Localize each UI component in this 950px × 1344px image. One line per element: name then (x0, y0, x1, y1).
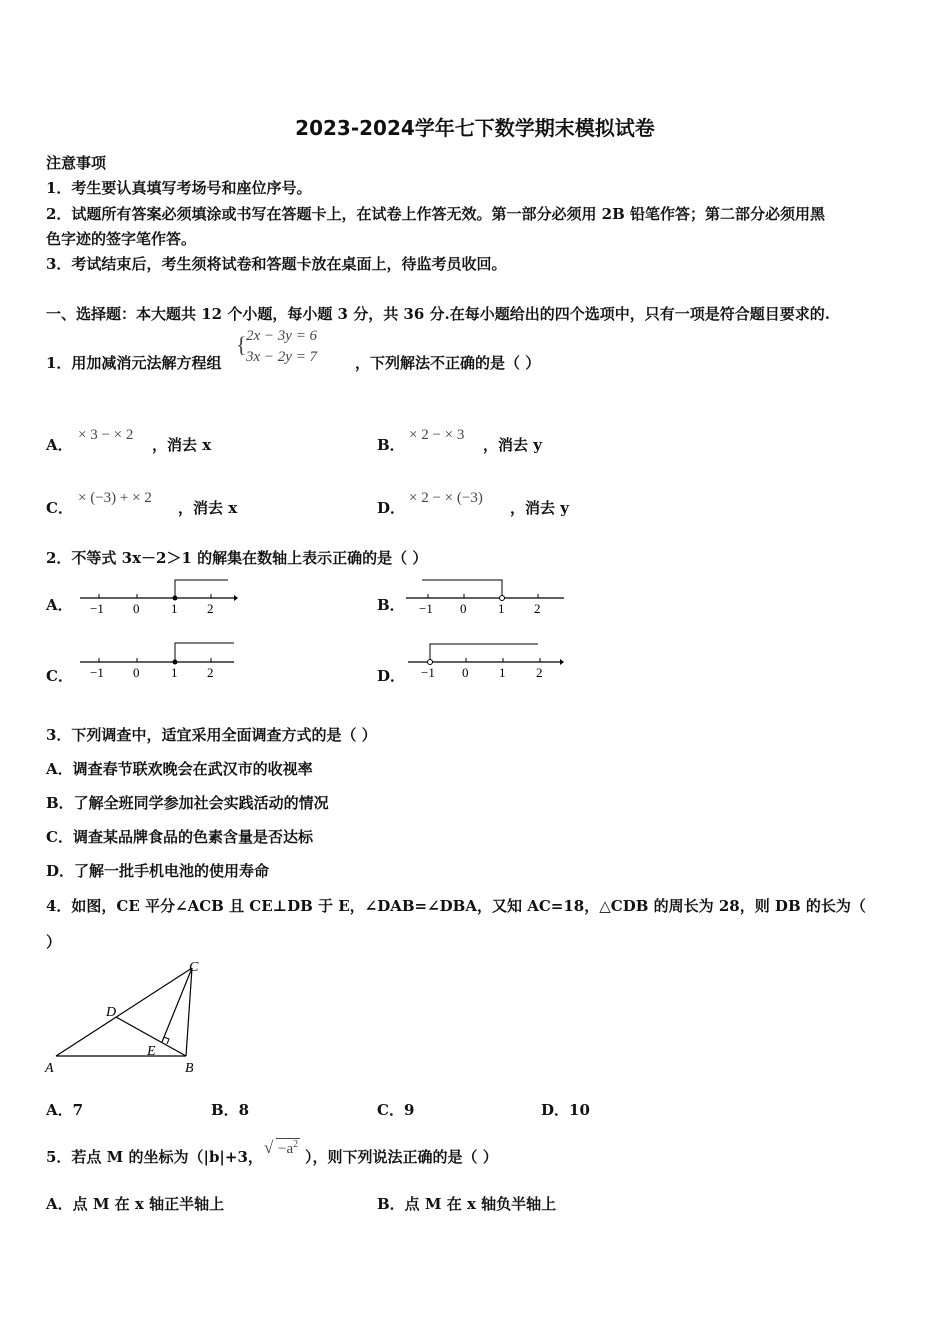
notice-item: 3．考试结束后，考生须将试卷和答题卡放在桌面上，待监考员收回。 (46, 255, 507, 273)
point-label: B (185, 1061, 194, 1076)
tick-label: 1 (499, 665, 506, 680)
point-label: E (147, 1044, 156, 1059)
q1-option-c-letter: C． (46, 499, 73, 517)
q3-stem: 3．下列调查中，适宜采用全面调查方式的是（ ） (46, 726, 377, 744)
q1-equation-2: 3x − 2y = 7 (246, 349, 318, 365)
brace-icon: { (236, 332, 247, 357)
q2-number-line-c (76, 640, 241, 682)
point-label: A (45, 1061, 54, 1076)
q1-option-a-text: ，消去 x (152, 436, 212, 454)
tick-label: 0 (133, 665, 140, 680)
tick-label: 1 (171, 665, 178, 680)
notice-item: 色字迹的签字笔作答。 (46, 230, 197, 248)
q3-option-d: D．了解一批手机电池的使用寿命 (46, 862, 270, 880)
tick-label: 0 (460, 601, 467, 616)
q5-option-b: B．点 M 在 x 轴负半轴上 (377, 1195, 557, 1213)
q5-radicand: $-a^2$ (278, 1139, 299, 1157)
q1-option-a-expr: × 3 − × 2 (78, 427, 134, 443)
tick-label: 0 (462, 665, 469, 680)
q3-option-b: B．了解全班同学参加社会实践活动的情况 (46, 794, 329, 812)
q1-option-d-letter: D． (377, 499, 406, 517)
q1-stem-tail: ，下列解法不正确的是（ ） (355, 354, 541, 372)
tick-label: 1 (171, 601, 178, 616)
q2-stem: 2．不等式 3x－2＞1 的解集在数轴上表示正确的是（ ） (46, 549, 428, 567)
q2-option-a-letter: A． (46, 596, 73, 614)
q2-option-b-letter: B． (377, 596, 405, 614)
tick-label: 2 (534, 601, 541, 616)
q4-stem: 4．如图，CE 平分∠ACB 且 CE⊥DB 于 E，∠DAB=∠DBA，又知 AC=18，△CDB 的周长为 28，则 DB 的长为（ (46, 897, 866, 915)
q5-option-a: A．点 M 在 x 轴正半轴上 (46, 1195, 225, 1213)
notice-heading: 注意事项 (46, 154, 107, 172)
q2-number-line-b (404, 576, 569, 618)
q1-option-c-expr: × (−3) + × 2 (78, 490, 152, 506)
tick-label: 2 (536, 665, 543, 680)
q1-option-b-letter: B． (377, 436, 405, 454)
q1-equation-1: 2x − 3y = 6 (246, 328, 318, 344)
q2-number-line-a (76, 576, 241, 618)
sqrt-icon: √ (264, 1138, 274, 1157)
tick-label: 0 (133, 601, 140, 616)
q1-option-c-text: ，消去 x (178, 499, 238, 517)
q2-number-line-d (404, 640, 569, 682)
q3-option-c: C．调查某品牌食品的色素含量是否达标 (46, 828, 313, 846)
q3-option-a: A．调查春节联欢晚会在武汉市的收视率 (46, 760, 313, 778)
q2-option-c-letter: C． (46, 667, 73, 685)
q2-option-d-letter: D． (377, 667, 406, 685)
point-label: C (189, 960, 199, 975)
tick-label: −1 (90, 665, 104, 680)
point-label: D (106, 1005, 117, 1020)
page-title: 2023-2024学年七下数学期末模拟试卷 (295, 116, 655, 140)
q1-option-b-expr: × 2 − × 3 (409, 427, 465, 443)
q4-option-b: B．8 (211, 1101, 250, 1119)
q1-option-d-text: ，消去 y (510, 499, 569, 517)
tick-label: 2 (207, 665, 214, 680)
q1-stem: 1．用加减消元法解方程组 (46, 354, 222, 372)
q4-option-a: A．7 (46, 1101, 84, 1119)
q1-option-a-letter: A． (46, 436, 73, 454)
q5-stem: 5．若点 M 的坐标为（|b|+3， (46, 1148, 263, 1166)
tick-label: −1 (419, 601, 433, 616)
q4-option-d: D．10 (541, 1101, 590, 1119)
q5-stem-tail: ），则下列说法正确的是（ ） (305, 1148, 498, 1166)
tick-label: 2 (207, 601, 214, 616)
q1-option-b-text: ，消去 y (483, 436, 542, 454)
tick-label: −1 (421, 665, 435, 680)
section-heading: 一、选择题：本大题共 12 个小题，每小题 3 分，共 36 分.在每小题给出的四个选项中，只有一项是符合题目要求的. (46, 305, 830, 323)
tick-label: 1 (498, 601, 505, 616)
q4-option-c: C．9 (377, 1101, 415, 1119)
tick-label: −1 (90, 601, 104, 616)
notice-item: 2．试题所有答案必须填涂或书写在答题卡上，在试卷上作答无效。第一部分必须用 2B 铅笔作答；第二部分必须用黑 (46, 205, 826, 223)
q1-option-d-expr: × 2 − × (−3) (409, 490, 483, 506)
q4-triangle-figure (40, 958, 210, 1078)
q4-stem-continued: ） (46, 933, 62, 951)
notice-item: 1．考生要认真填写考场号和座位序号。 (46, 179, 312, 197)
